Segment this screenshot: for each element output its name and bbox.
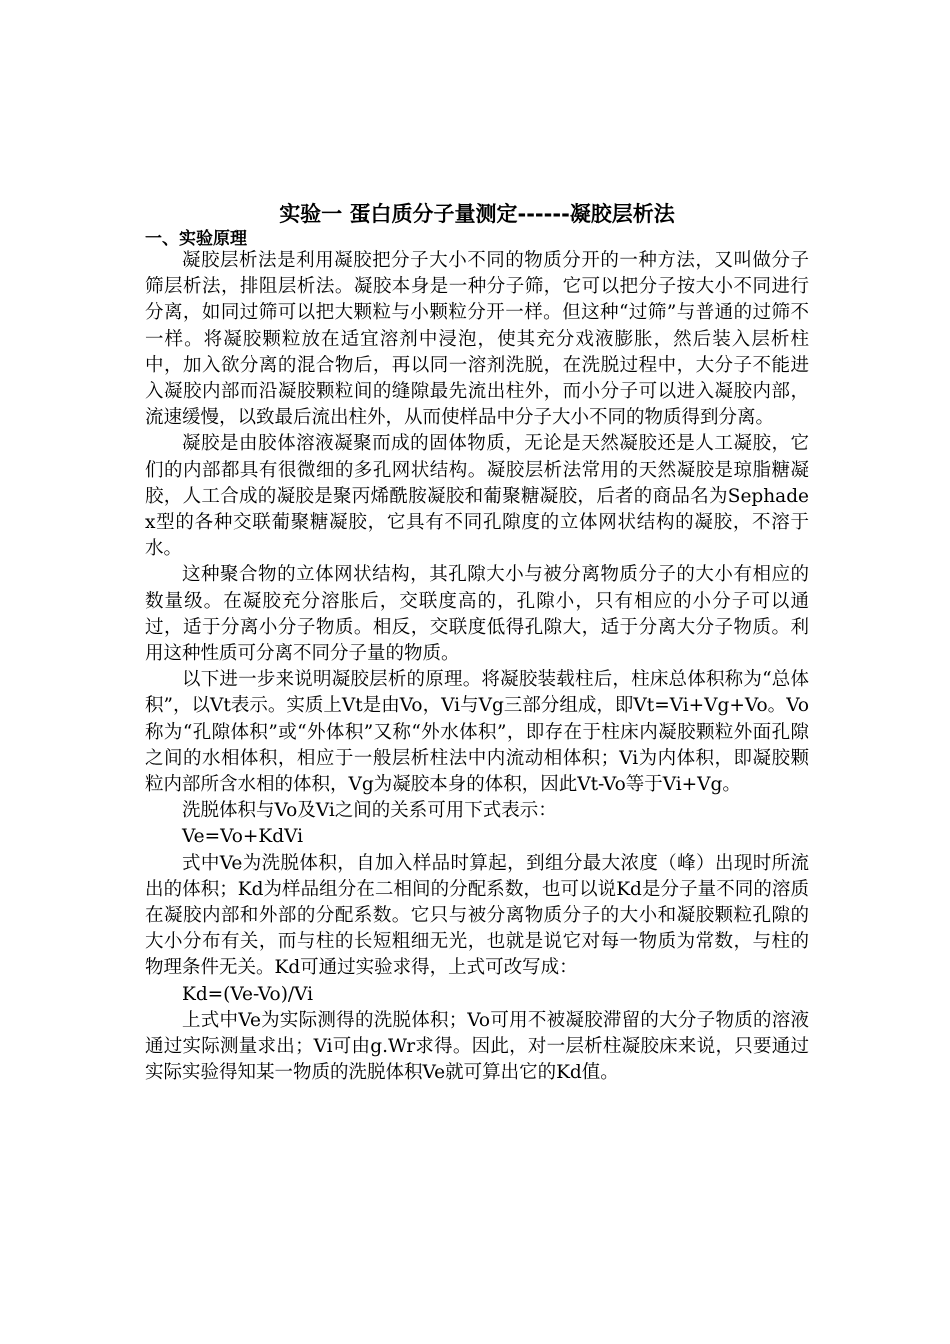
document-title: 实验一 蛋白质分子量测定------凝胶层析法 [279, 202, 675, 226]
paragraph-elution-relation: 洗脱体积与Vo及Vi之间的关系可用下式表示： [182, 800, 557, 822]
formula-elution-volume: Ve=Vo+KdVi [182, 826, 304, 848]
document-body [145, 248, 809, 1087]
paragraph-kd-calculation: 上式中Ve为实际测得的洗脱体积；Vo可用不被凝胶滞留的大分子物质的溶液通过实际测量求出；Vi可由g.Wr求得。因此，对一层析柱凝胶床来说，只要通过实际实验得知某一物质的洗脱体积Ve就可算出它的Kd值。 [145, 1009, 809, 1084]
section-heading: 一、实验原理 [145, 229, 247, 249]
paragraph-distribution-coefficient: 式中Ve为洗脱体积，自加入样品时算起，到组分最大浓度（峰）出现时所流出的体积；Kd为样品组分在二相间的分配系数，也可以说Kd是分子量不同的溶质在凝胶内部和外部的分配系数。它只与被分离物质分子的大小和凝胶颗粒孔隙的大小分布有关，而与柱的长短粗细无光，也就是说它对每一物质为常数，与柱的物理条件无关。Kd可通过实验求得，上式可改写成： [145, 852, 809, 979]
paragraph-gel-chromatography-intro: 凝胶层析法是利用凝胶把分子大小不同的物质分开的一种方法，又叫做分子筛层析法，排阻层析法。凝胶本身是一种分子筛，它可以把分子按大小不同进行分离，如同过筛可以把大颗粒与小颗粒分开一样。但这种“过筛”与普通的过筛不一样。将凝胶颗粒放在适宜溶剂中浸泡，使其充分戏液膨胀，然后装入层析柱中，加入欲分离的混合物后，再以同一溶剂洗脱，在洗脱过程中，大分子不能进入凝胶内部而沿凝胶颗粒间的缝隙最先流出柱外，而小分子可以进入凝胶内部，流速缓慢，以致最后流出柱外，从而使样品中分子大小不同的物质得到分离。 [145, 250, 809, 429]
paragraph-gel-types: 凝胶是由胶体溶液凝聚而成的固体物质，无论是天然凝胶还是人工凝胶，它们的内部都具有很微细的多孔网状结构。凝胶层析法常用的天然凝胶是琼脂糖凝胶，人工合成的凝胶是聚丙烯酰胺凝胶和葡聚糖凝胶，后者的商品名为Sephadex型的各种交联葡聚糖凝胶，它具有不同孔隙度的立体网状结构的凝胶，不溶于水。 [145, 433, 809, 560]
paragraph-volume-definitions: 以下进一步来说明凝胶层析的原理。将凝胶装载柱后，柱床总体积称为“总体积”，以Vt表示。实质上Vt是由Vo，Vi与Vg三部分组成，即Vt=Vi+Vg+Vo。Vo称为“孔隙体积”或“外体积”又称“外水体积”，即存在于柱床内凝胶颗粒外面孔隙之间的水相体积，相应于一般层析柱法中内流动相体积；Vi为内体积，即凝胶颗粒内部所含水相的体积，Vg为凝胶本身的体积，因此Vt-Vo等于Vi+Vg。 [145, 669, 809, 796]
paragraph-network-structure: 这种聚合物的立体网状结构，其孔隙大小与被分离物质分子的大小有相应的数量级。在凝胶充分溶胀后，交联度高的，孔隙小，只有相应的小分子可以通过，适于分离小分子物质。相反，交联度低得孔隙大，适于分离大分子物质。利用这种性质可分离不同分子量的物质。 [145, 564, 809, 665]
formula-kd: Kd=(Ve-Vo)/Vi [182, 983, 314, 1005]
